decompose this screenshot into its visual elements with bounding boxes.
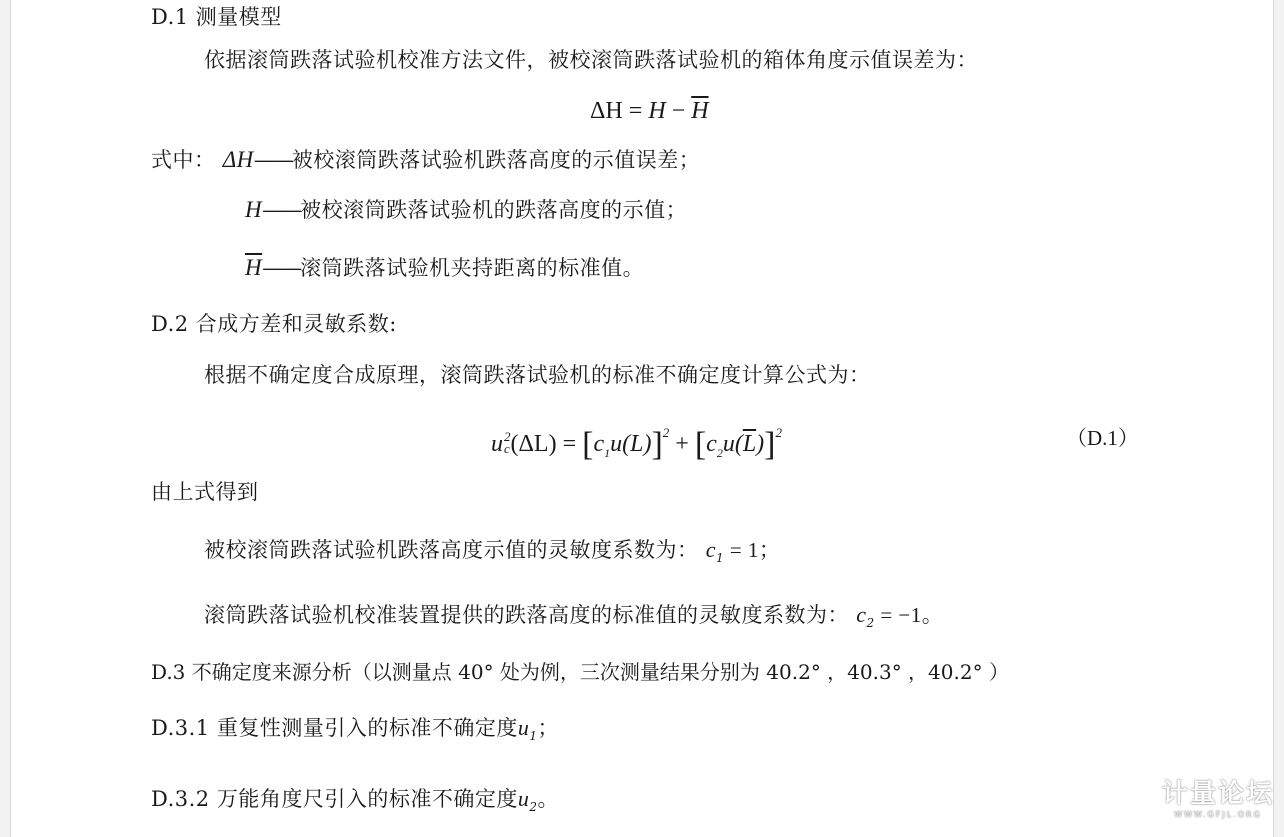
section-d3-heading: D.3 不确定度来源分析（以测量点 40° 处为例，三次测量结果分别为 40.2° ，40.3° ，40.2° ）: [151, 660, 1009, 684]
section-d31: [151, 714, 559, 750]
formula2-plus: +: [675, 431, 689, 457]
formula1-minus: −: [671, 98, 686, 124]
def3-dash: ——: [262, 256, 301, 280]
definition-row-3: [245, 254, 644, 282]
formula2-sup: 2: [504, 429, 511, 444]
c1-symbol: c: [705, 537, 716, 562]
formula2-uL: u(L): [610, 431, 652, 457]
formula2-c1: c: [593, 431, 605, 457]
definition-row-2: [245, 196, 687, 224]
formula2-arg: (ΔL): [510, 431, 557, 457]
formula1-hbar: $\overline{H}$: [691, 98, 709, 124]
sensitivity-c2-line: [204, 601, 943, 637]
formula2-c1-sub: 1: [604, 445, 611, 460]
watermark-url: WWW.GFJL.ORG: [1174, 810, 1262, 819]
formula2-square-2: 2: [775, 425, 782, 440]
derive-text: 由上式得到: [151, 480, 259, 504]
formula2-u2-open: u(: [722, 431, 743, 457]
document-page: [10, 0, 1274, 837]
section-d2-intro: 根据不确定度合成原理，滚筒跌落试验机的标准不确定度计算公式为：: [204, 363, 871, 387]
def1-dash: ——: [253, 148, 292, 172]
section-d2-heading: D.2 合成方差和灵敏系数:: [151, 312, 397, 336]
formula2-c2: c: [706, 431, 717, 457]
def1-text: 被校滚筒跌落试验机跌落高度的示值误差；: [291, 148, 701, 172]
formula2-sub-c: c: [504, 441, 510, 456]
formula-delta-h: [590, 96, 709, 126]
d31-sub: 1: [529, 729, 538, 744]
definition-row-1: [151, 146, 700, 174]
formula2-left-bracket-2: [: [694, 426, 707, 463]
formula2-c2-sub: 2: [716, 445, 723, 460]
d32-symbol: u: [517, 786, 530, 811]
d31-end: ；: [537, 716, 559, 740]
formula2-right-bracket-1: ]: [651, 426, 663, 463]
formula2-u: u: [491, 431, 503, 457]
c2-sub: 2: [866, 616, 875, 631]
equation-number: （D.1）: [1066, 426, 1139, 450]
formula1-h: H: [648, 98, 666, 124]
d32-end: 。: [537, 787, 559, 811]
c2-description: 滚筒跌落试验机校准装置提供的跌落高度的标准值的灵敏度系数为：: [204, 603, 849, 627]
def3-symbol: $\overline{H}$: [245, 255, 263, 280]
def1-symbol: ΔH: [222, 147, 254, 172]
d31-text: D.3.1 重复性测量引入的标准不确定度: [151, 716, 518, 740]
c1-description: 被校滚筒跌落试验机跌落高度示值的灵敏度系数为：: [204, 538, 699, 562]
formula2-lbar: $\overline{L}$: [742, 431, 757, 457]
c1-sub: 1: [715, 551, 725, 566]
where-prefix: 式中：: [151, 148, 216, 172]
def3-text: 滚筒跌落试验机夹持距离的标准值。: [300, 256, 645, 280]
c2-equals: = −1。: [874, 603, 944, 627]
formula2-square-1: 2: [662, 425, 670, 440]
forum-watermark-logo: [1162, 773, 1274, 819]
d32-sub: 2: [529, 800, 538, 815]
d31-symbol: u: [517, 715, 530, 740]
def2-symbol: H: [245, 197, 263, 222]
formula2-u2-close: ): [756, 431, 765, 457]
formula2-left-bracket-1: [: [582, 426, 594, 463]
formula2-right-bracket-2: ]: [764, 426, 776, 463]
watermark-main-text: 计量论坛: [1161, 779, 1274, 809]
section-d1-intro: 依据滚筒跌落试验机校准方法文件，被校滚筒跌落试验机的箱体角度示值误差为：: [204, 48, 978, 72]
def2-text: 被校滚筒跌落试验机的跌落高度的示值；: [300, 198, 688, 222]
formula-combined-variance: [491, 418, 782, 468]
d32-text: D.3.2 万能角度尺引入的标准不确定度: [151, 787, 518, 811]
formula2-equals: =: [562, 431, 577, 457]
def2-dash: ——: [262, 198, 301, 222]
section-d1-heading: D.1 测量模型: [151, 5, 282, 29]
c2-symbol: c: [856, 602, 867, 627]
section-d32: [151, 785, 559, 821]
formula1-equals: =: [628, 98, 643, 124]
formula1-lhs: ΔH: [590, 98, 623, 124]
sensitivity-c1-line: [204, 536, 780, 572]
c1-equals: = 1；: [724, 538, 781, 562]
